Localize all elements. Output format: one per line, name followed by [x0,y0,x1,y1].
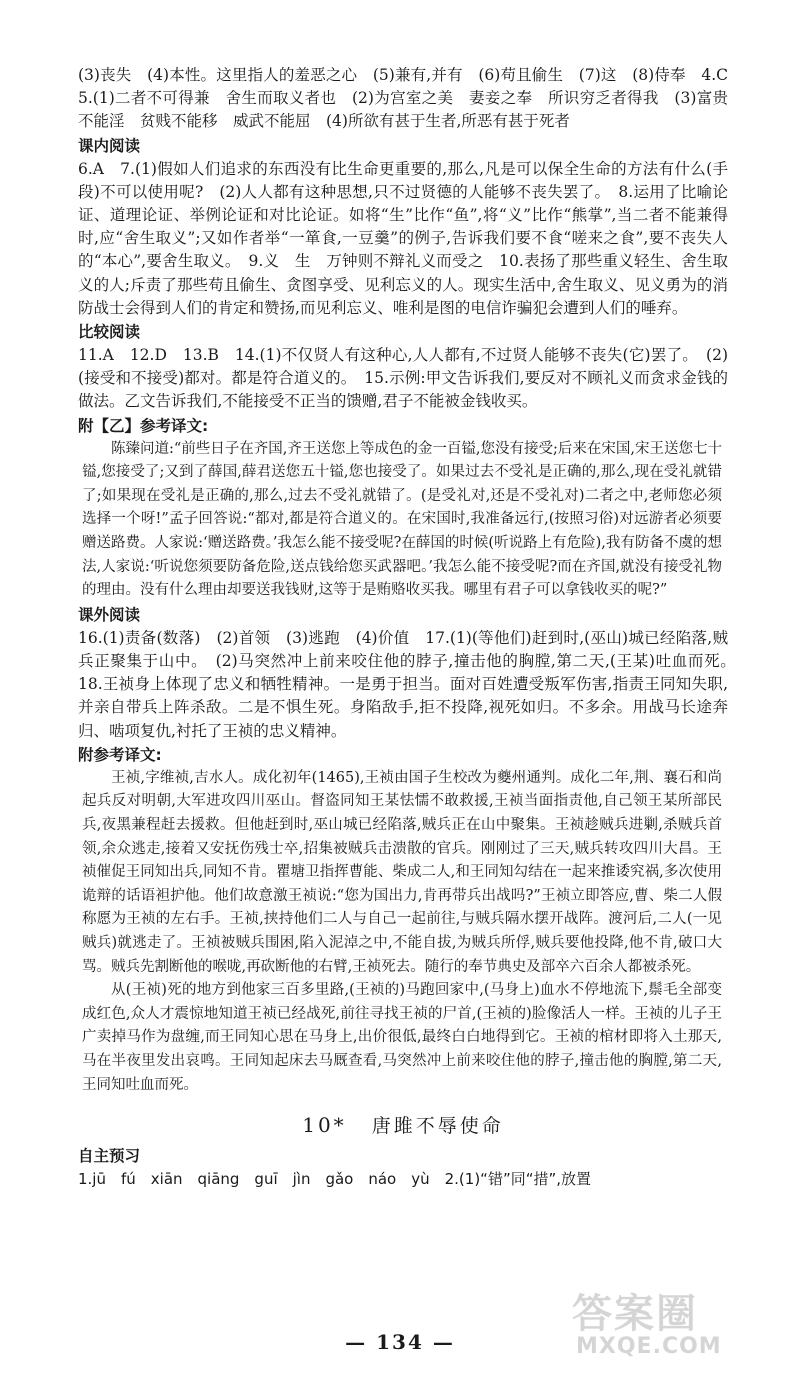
section-heading-bijiao: 比较阅读 [78,323,141,342]
watermark-url: MXQE.COM [576,1334,722,1359]
section-heading-kenei: 课内阅读 [78,136,141,155]
lesson-title [78,1111,728,1138]
section-heading-fuyi: 附【乙】参考译文: [78,416,209,435]
answer-block-2: 6.A 7.(1)假如人们追求的东西没有比生命更重要的,那么,凡是可以保全生命的方法有什么(手段)不可以使用呢? (2)人人都有这种思想,只不过贤德的人能够不丧失罢了。 8.运用了比喻论证、道理论证、举例论证和对比论证。如将“生”比作“鱼”,将“义”比作“熊掌”,当二者不能兼得时,应“舍生取义”;又如作者举“一箪食,一豆羹”的例子,告诉我们要不食“嗟来之食”,要不丧失人的“本心”,要舍生取义。 9.义 生 万钟则不辩礼义而受之 10.表扬了那些重义轻生、舍生取义的人;斥责了那些苟且偷生、贪图享受、见利忘义的人。现实生活中,舍生取义、见义勇为的消防战士会得到人们的肯定和赞扬,而见利忘义、唯利是图的电信诈骗犯会遭到人们的唾弃。 [78,159,728,317]
lesson-number: 10* [302,1113,347,1138]
section-heading-kewai: 课外阅读 [78,605,141,624]
watermark-logo [572,1282,762,1366]
answer-page [78,64,744,1191]
page-number: — 134 — [345,1330,455,1354]
translation-yi: 陈臻问道:“前些日子在齐国,齐王送您上等成色的金一百镒,您没有接受;后来在宋国,宋王送您七十镒,您接受了;又到了薛国,薛君送您五十镒,您也接受了。如果过去不受礼是正确的,那么,现在受礼就错了;如果现在受礼是正确的,那么,过去不受礼就错了。(是受礼对,还是不受礼对)二者之中,老师您必须选择一个呀!”孟子回答说:“都对,都是符合道义的。在宋国时,我准备远行,(按照习俗)对远游者必须要赠送路费。人家说:‘赠送路费。’我怎么能不接受呢?在薛国的时候(听说路上有危险),我有防备不虞的想法,人家说:‘听说您须要防备危险,送点钱给您买武器吧。’我怎么能不接受呢?而在齐国,就没有接受礼物的理由。没有什么理由却要送我钱财,这等于是贿赂收买我。哪里有君子可以拿钱收买的呢?” [82,440,723,599]
lesson-name: 唐雎不辱使命 [371,1115,504,1138]
preview-line: 1.jū fú xiān qiāng guī jìn gǎo náo yù 2.(1)“错”同“措”,放置 [78,1170,592,1189]
answer-block-3: 11.A 12.D 13.B 14.(1)不仅贤人有这种心,人人都有,不过贤人能够不丧失(它)罢了。 (2)(接受和不接受)都对。都是符合道义的。 15.示例:甲文告诉我们,要反对不顾礼义而贪求金钱的做法。乙文告诉我们,不能接受不正当的馈赠,君子不能被金钱收买。 [78,346,728,411]
answer-block-1: (3)丧失 (4)本性。这里指人的羞恶之心 (5)兼有,并有 (6)苟且偷生 (7)这 (8)侍奉 4.C 5.(1)二者不可得兼 舍生而取义者也 (2)为宫室之美 妻妾之奉 所识穷乏者得我 (3)富贵不能淫 贫贱不能移 威武不能屈 (4)所欲有甚于生者,所恶有甚于死者 [78,66,744,131]
translation-paragraph-1: 王祯,字维祯,吉水人。成化初年(1465),王祯由国子生校改为夔州通判。成化二年,荆、襄石和尚起兵反对明朝,大军进攻四川巫山。督盗同知王某怯懦不敢救援,王祯当面指责他,自己领王某所部民兵,夜黑兼程赶去援救。但他赶到时,巫山城已经陷落,贼兵正在山中聚集。王祯趁贼兵进剿,杀贼兵首领,余众逃走,接着又安抚伤残士卒,招集被贼兵击溃散的官兵。刚刚过了三天,贼兵转攻四川大昌。王祯催促王同知出兵,同知不肯。瞿塘卫指挥曹能、柴成二人,和王同知勾结在一起来推诿究祸,多次使用诡辩的话语袒护他。他们故意激王祯说:“您为国出力,肯再带兵出战吗?”王祯立即答应,曹、柴二人假称愿为王祯的左右手。王祯,挟持他们二人与自己一起前往,与贼兵隔水摆开战阵。渡河后,二人(一见贼兵)就逃走了。王祯被贼兵围困,陷入泥淖之中,不能自拔,为贼兵所俘,贼兵要他投降,他不肯,破口大骂。贼兵先割断他的喉咙,再砍断他的右臂,王祯死去。随行的奉节典史及部卒六百余人都被杀死。 [82,769,722,975]
watermark-text: 答案圈 [572,1291,698,1337]
translation-paragraph-2: 从(王祯)死的地方到他家三百多里路,(王祯的)马跑回家中,(马身上)血水不停地流下,鬃毛全部变成红色,众人才震惊地知道王祯已经战死,前往寻找王祯的尸首,(王祯的)脸像活人一样。王祯的儿子王广卖掉马作为盘缠,而王同知心思在马身上,出价很低,最终白白地得到它。王祯的棺材即将入土那天,马在半夜里发出哀鸣。王同知起床去马厩查看,马突然冲上前来咬住他的脖子,撞击他的胸膛,第二天,王同知吐血而死。 [82,982,722,1093]
answer-block-4: 16.(1)责备(数落) (2)首领 (3)逃跑 (4)价值 17.(1)(等他们)赶到时,(巫山)城已经陷落,贼兵正聚集于山中。 (2)马突然冲上前来咬住他的脖子,撞击他的胸膛,第二天,(王某)吐血而死。 18.王祯身上体现了忠义和牺牲精神。一是勇于担当。面对百姓遭受叛军伤害,指责王同知失职,并亲自带兵上阵杀敌。二是不惧生死。身陷敌手,拒不投降,视死如归。不多余。用战马长途奔归、啮项复仇,衬托了王祯的忠义精神。 [78,628,744,740]
section-heading-preview: 自主预习 [78,1147,141,1166]
section-heading-fucan: 附参考译文: [78,745,162,764]
